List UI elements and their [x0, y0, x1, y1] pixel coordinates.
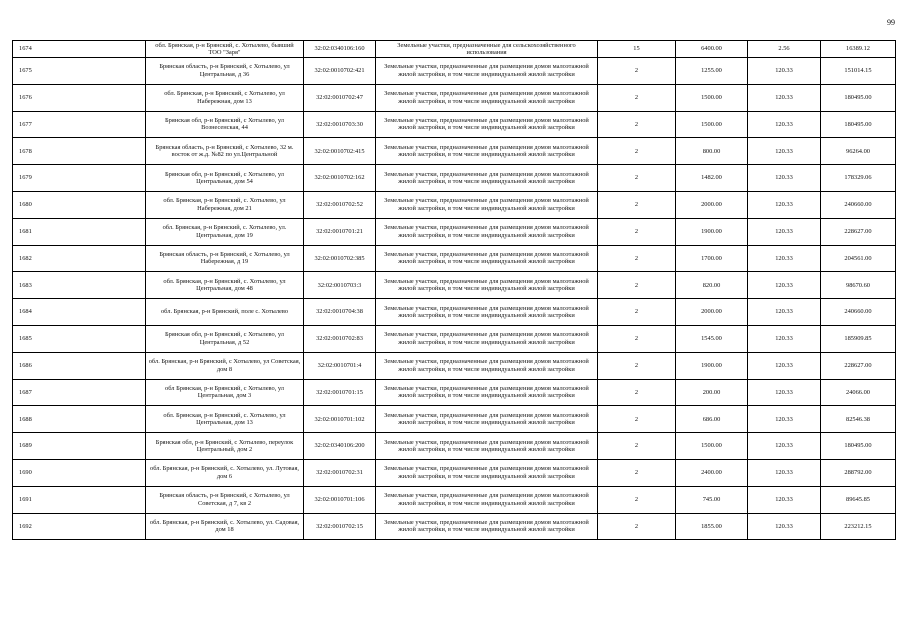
- area-cell: 2000.00: [676, 191, 748, 218]
- table-row: [13, 272, 896, 299]
- land-purpose-cell: Земельные участки, предназначенные для размещения домов малоэтажной жилой застройки, в том числе индивидуальной жилой застройки: [376, 513, 598, 540]
- land-purpose-cell: Земельные участки, предназначенные для размещения домов малоэтажной жилой застройки, в том числе индивидуальной жилой застройки: [376, 84, 598, 111]
- row-number: 1690: [13, 459, 146, 486]
- cadastral-number-cell: 32:02:0010701:102: [304, 406, 376, 433]
- row-number: 1686: [13, 352, 146, 379]
- area-cell: 1545.00: [676, 325, 748, 352]
- specific-value-cell: 120.33: [748, 272, 821, 299]
- table-row: [13, 352, 896, 379]
- group-number-cell: 2: [598, 58, 676, 85]
- cadastral-value-cell: 24066.00: [821, 379, 896, 406]
- land-purpose-cell: Земельные участки, предназначенные для размещения домов малоэтажной жилой застройки, в том числе индивидуальной жилой застройки: [376, 459, 598, 486]
- row-number: 1679: [13, 165, 146, 192]
- row-number: 1681: [13, 218, 146, 245]
- group-number-cell: 2: [598, 245, 676, 272]
- cadastral-value-cell: 228627.00: [821, 352, 896, 379]
- address-cell: обл. Брянская, р-н Брянский, с. Хотылево, ул Центральная, дом 13: [146, 406, 304, 433]
- address-cell: Брянская область, р-н Брянский, с Хотылево, ул Центральная, д 36: [146, 58, 304, 85]
- table-row: [13, 245, 896, 272]
- cadastral-value-cell: 223212.15: [821, 513, 896, 540]
- area-cell: 1482.00: [676, 165, 748, 192]
- cadastral-value-cell: 178329.06: [821, 165, 896, 192]
- specific-value-cell: 120.33: [748, 111, 821, 138]
- address-cell: Брянская обл, р-н Брянский, с Хотылево, ул Центральная, дом 54: [146, 165, 304, 192]
- specific-value-cell: 120.33: [748, 352, 821, 379]
- table-row: [13, 218, 896, 245]
- row-number: 1688: [13, 406, 146, 433]
- address-cell: обл. Брянская, р-н Брянский, с Хотылево, ул Набережная, дом 13: [146, 84, 304, 111]
- table-row: [13, 138, 896, 165]
- address-cell: обл. Брянская, р-н Брянский, поле с. Хотылево: [146, 299, 304, 326]
- specific-value-cell: 120.33: [748, 58, 821, 85]
- area-cell: 820.00: [676, 272, 748, 299]
- land-purpose-cell: Земельные участки, предназначенные для размещения домов малоэтажной жилой застройки, в том числе индивидуальной жилой застройки: [376, 272, 598, 299]
- table-row: [13, 111, 896, 138]
- area-cell: 1900.00: [676, 218, 748, 245]
- area-cell: 2400.00: [676, 459, 748, 486]
- specific-value-cell: 120.33: [748, 245, 821, 272]
- group-number-cell: 2: [598, 272, 676, 299]
- cadastral-number-cell: 32:02:0010701:15: [304, 379, 376, 406]
- row-number: 1683: [13, 272, 146, 299]
- cadastral-number-cell: 32:02:0010702:385: [304, 245, 376, 272]
- group-number-cell: 2: [598, 325, 676, 352]
- area-cell: 1500.00: [676, 111, 748, 138]
- specific-value-cell: 120.33: [748, 379, 821, 406]
- land-purpose-cell: Земельные участки, предназначенные для размещения домов малоэтажной жилой застройки, в том числе индивидуальной жилой застройки: [376, 138, 598, 165]
- row-number: 1682: [13, 245, 146, 272]
- cadastral-number-cell: 32:02:0010702:421: [304, 58, 376, 85]
- specific-value-cell: 120.33: [748, 486, 821, 513]
- row-number: 1675: [13, 58, 146, 85]
- cadastral-value-cell: 82546.38: [821, 406, 896, 433]
- table-row: [13, 513, 896, 540]
- area-cell: 1500.00: [676, 433, 748, 460]
- group-number-cell: 2: [598, 191, 676, 218]
- group-number-cell: 2: [598, 299, 676, 326]
- land-purpose-cell: Земельные участки, предназначенные для размещения домов малоэтажной жилой застройки, в том числе индивидуальной жилой застройки: [376, 406, 598, 433]
- specific-value-cell: 120.33: [748, 84, 821, 111]
- specific-value-cell: 120.33: [748, 138, 821, 165]
- specific-value-cell: 2.56: [748, 41, 821, 58]
- group-number-cell: 15: [598, 41, 676, 58]
- cadastral-value-cell: 151014.15: [821, 58, 896, 85]
- specific-value-cell: 120.33: [748, 459, 821, 486]
- cadastral-value-table: [12, 40, 896, 540]
- cadastral-number-cell: 32:02:0010702:31: [304, 459, 376, 486]
- cadastral-number-cell: 32:02:0010702:415: [304, 138, 376, 165]
- table-row: [13, 486, 896, 513]
- area-cell: 1900.00: [676, 352, 748, 379]
- table-row: [13, 379, 896, 406]
- land-purpose-cell: Земельные участки, предназначенные для размещения домов малоэтажной жилой застройки, в том числе индивидуальной жилой застройки: [376, 299, 598, 326]
- cadastral-number-cell: 32:02:0010704:38: [304, 299, 376, 326]
- specific-value-cell: 120.33: [748, 191, 821, 218]
- group-number-cell: 2: [598, 459, 676, 486]
- table-row: [13, 433, 896, 460]
- area-cell: 6400.00: [676, 41, 748, 58]
- cadastral-number-cell: 32:02:0340106:200: [304, 433, 376, 460]
- cadastral-value-cell: 96264.00: [821, 138, 896, 165]
- address-cell: Брянская область, р-н Брянский, с Хотылево, ул Набережная, д 19: [146, 245, 304, 272]
- address-cell: обл Брянская, р-н Брянский, с Хотылево, ул Центральная, дом 3: [146, 379, 304, 406]
- group-number-cell: 2: [598, 513, 676, 540]
- land-purpose-cell: Земельные участки, предназначенные для размещения домов малоэтажной жилой застройки, в том числе индивидуальной жилой застройки: [376, 218, 598, 245]
- specific-value-cell: 120.33: [748, 406, 821, 433]
- address-cell: Брянская область, р-н Брянский, с Хотылево, ул Советская, д 7, кв 2: [146, 486, 304, 513]
- row-number: 1676: [13, 84, 146, 111]
- group-number-cell: 2: [598, 352, 676, 379]
- table-row: [13, 191, 896, 218]
- cadastral-number-cell: 32:02:0010702:15: [304, 513, 376, 540]
- area-cell: 1700.00: [676, 245, 748, 272]
- table-body: [13, 41, 896, 540]
- table-row: [13, 58, 896, 85]
- address-cell: обл. Брянская, р-н Брянский, с. Хотылево, ул. Лутовая, дом 6: [146, 459, 304, 486]
- row-number: 1677: [13, 111, 146, 138]
- area-cell: 2000.00: [676, 299, 748, 326]
- area-cell: 686.00: [676, 406, 748, 433]
- cadastral-value-cell: 16389.12: [821, 41, 896, 58]
- row-number: 1687: [13, 379, 146, 406]
- address-cell: обл. Брянская, р-н Брянский, с. Хотылево, ул Центральная, дом 48: [146, 272, 304, 299]
- row-number: 1678: [13, 138, 146, 165]
- group-number-cell: 2: [598, 84, 676, 111]
- table-row: [13, 41, 896, 58]
- cadastral-value-cell: 89645.85: [821, 486, 896, 513]
- group-number-cell: 2: [598, 406, 676, 433]
- area-cell: 1855.00: [676, 513, 748, 540]
- land-purpose-cell: Земельные участки, предназначенные для размещения домов малоэтажной жилой застройки, в том числе индивидуальной жилой застройки: [376, 191, 598, 218]
- address-cell: обл. Брянская, р-н Брянский, с. Хотылево, бывший ТОО "Заря": [146, 41, 304, 58]
- area-cell: 745.00: [676, 486, 748, 513]
- row-number: 1691: [13, 486, 146, 513]
- group-number-cell: 2: [598, 433, 676, 460]
- page-number: 99: [887, 18, 895, 27]
- specific-value-cell: 120.33: [748, 325, 821, 352]
- address-cell: Брянская область, р-н Брянский, с Хотылево, 32 м. восток от ж.д. №82 по ул.Центральной: [146, 138, 304, 165]
- cadastral-number-cell: 32:02:0010702:52: [304, 191, 376, 218]
- cadastral-number-cell: 32:02:0010702:47: [304, 84, 376, 111]
- area-cell: 800.00: [676, 138, 748, 165]
- land-purpose-cell: Земельные участки, предназначенные для размещения домов малоэтажной жилой застройки, в том числе индивидуальной жилой застройки: [376, 325, 598, 352]
- land-purpose-cell: Земельные участки, предназначенные для размещения домов малоэтажной жилой застройки, в том числе индивидуальной жилой застройки: [376, 245, 598, 272]
- cadastral-value-cell: 180495.00: [821, 111, 896, 138]
- land-purpose-cell: Земельные участки, предназначенные для размещения домов малоэтажной жилой застройки, в том числе индивидуальной жилой застройки: [376, 379, 598, 406]
- cadastral-value-cell: 288792.00: [821, 459, 896, 486]
- specific-value-cell: 120.33: [748, 165, 821, 192]
- address-cell: Брянская обл, р-н Брянский, с Хотылево, переулок Центральный, дом 2: [146, 433, 304, 460]
- cadastral-value-cell: 240660.00: [821, 191, 896, 218]
- address-cell: Брянская обл, р-н Брянский, с Хотылево, ул Вознесенская, 44: [146, 111, 304, 138]
- cadastral-number-cell: 32:02:0010701:21: [304, 218, 376, 245]
- cadastral-value-cell: 180495.00: [821, 433, 896, 460]
- address-cell: обл. Брянская, р-н Брянский, с. Хотылево, ул Набережная, дом 21: [146, 191, 304, 218]
- cadastral-value-cell: 98670.60: [821, 272, 896, 299]
- group-number-cell: 2: [598, 486, 676, 513]
- cadastral-number-cell: 32:02:0010702:83: [304, 325, 376, 352]
- cadastral-number-cell: 32:02:0010702:162: [304, 165, 376, 192]
- table-row: [13, 84, 896, 111]
- table-row: [13, 299, 896, 326]
- row-number: 1680: [13, 191, 146, 218]
- land-purpose-cell: Земельные участки, предназначенные для размещения домов малоэтажной жилой застройки, в том числе индивидуальной жилой застройки: [376, 58, 598, 85]
- table-row: [13, 459, 896, 486]
- table-row: [13, 406, 896, 433]
- land-purpose-cell: Земельные участки, предназначенные для сельскохозяйственного использования: [376, 41, 598, 58]
- land-purpose-cell: Земельные участки, предназначенные для размещения домов малоэтажной жилой застройки, в том числе индивидуальной жилой застройки: [376, 433, 598, 460]
- specific-value-cell: 120.33: [748, 513, 821, 540]
- land-purpose-cell: Земельные участки, предназначенные для размещения домов малоэтажной жилой застройки, в том числе индивидуальной жилой застройки: [376, 486, 598, 513]
- row-number: 1689: [13, 433, 146, 460]
- area-cell: 1500.00: [676, 84, 748, 111]
- row-number: 1684: [13, 299, 146, 326]
- cadastral-value-cell: 240660.00: [821, 299, 896, 326]
- specific-value-cell: 120.33: [748, 433, 821, 460]
- cadastral-number-cell: 32:02:0010703:3: [304, 272, 376, 299]
- cadastral-value-cell: 228627.00: [821, 218, 896, 245]
- cadastral-value-cell: 180495.00: [821, 84, 896, 111]
- cadastral-number-cell: 32:02:0340106:160: [304, 41, 376, 58]
- address-cell: обл. Брянская, р-н Брянский, с Хотылево, ул Советская, дом 8: [146, 352, 304, 379]
- group-number-cell: 2: [598, 379, 676, 406]
- specific-value-cell: 120.33: [748, 299, 821, 326]
- cadastral-number-cell: 32:02:0010703:30: [304, 111, 376, 138]
- land-purpose-cell: Земельные участки, предназначенные для размещения домов малоэтажной жилой застройки, в том числе индивидуальной жилой застройки: [376, 352, 598, 379]
- area-cell: 1255.00: [676, 58, 748, 85]
- address-cell: обл. Брянская, р-н Брянский, с. Хотылево, ул. Садовая, дом 18: [146, 513, 304, 540]
- table-row: [13, 165, 896, 192]
- cadastral-value-cell: 204561.00: [821, 245, 896, 272]
- row-number: 1674: [13, 41, 146, 58]
- land-purpose-cell: Земельные участки, предназначенные для размещения домов малоэтажной жилой застройки, в том числе индивидуальной жилой застройки: [376, 165, 598, 192]
- row-number: 1692: [13, 513, 146, 540]
- cadastral-number-cell: 32:02:0010701:106: [304, 486, 376, 513]
- area-cell: 200.00: [676, 379, 748, 406]
- specific-value-cell: 120.33: [748, 218, 821, 245]
- cadastral-number-cell: 32:02:0010701:4: [304, 352, 376, 379]
- address-cell: обл. Брянская, р-н Брянский, с. Хотылево, ул. Центральная, дом 19: [146, 218, 304, 245]
- table-row: [13, 325, 896, 352]
- group-number-cell: 2: [598, 138, 676, 165]
- cadastral-value-cell: 185909.85: [821, 325, 896, 352]
- land-purpose-cell: Земельные участки, предназначенные для размещения домов малоэтажной жилой застройки, в том числе индивидуальной жилой застройки: [376, 111, 598, 138]
- address-cell: Брянская обл, р-н Брянский, с Хотылево, ул Центральная, д 52: [146, 325, 304, 352]
- group-number-cell: 2: [598, 111, 676, 138]
- group-number-cell: 2: [598, 218, 676, 245]
- row-number: 1685: [13, 325, 146, 352]
- group-number-cell: 2: [598, 165, 676, 192]
